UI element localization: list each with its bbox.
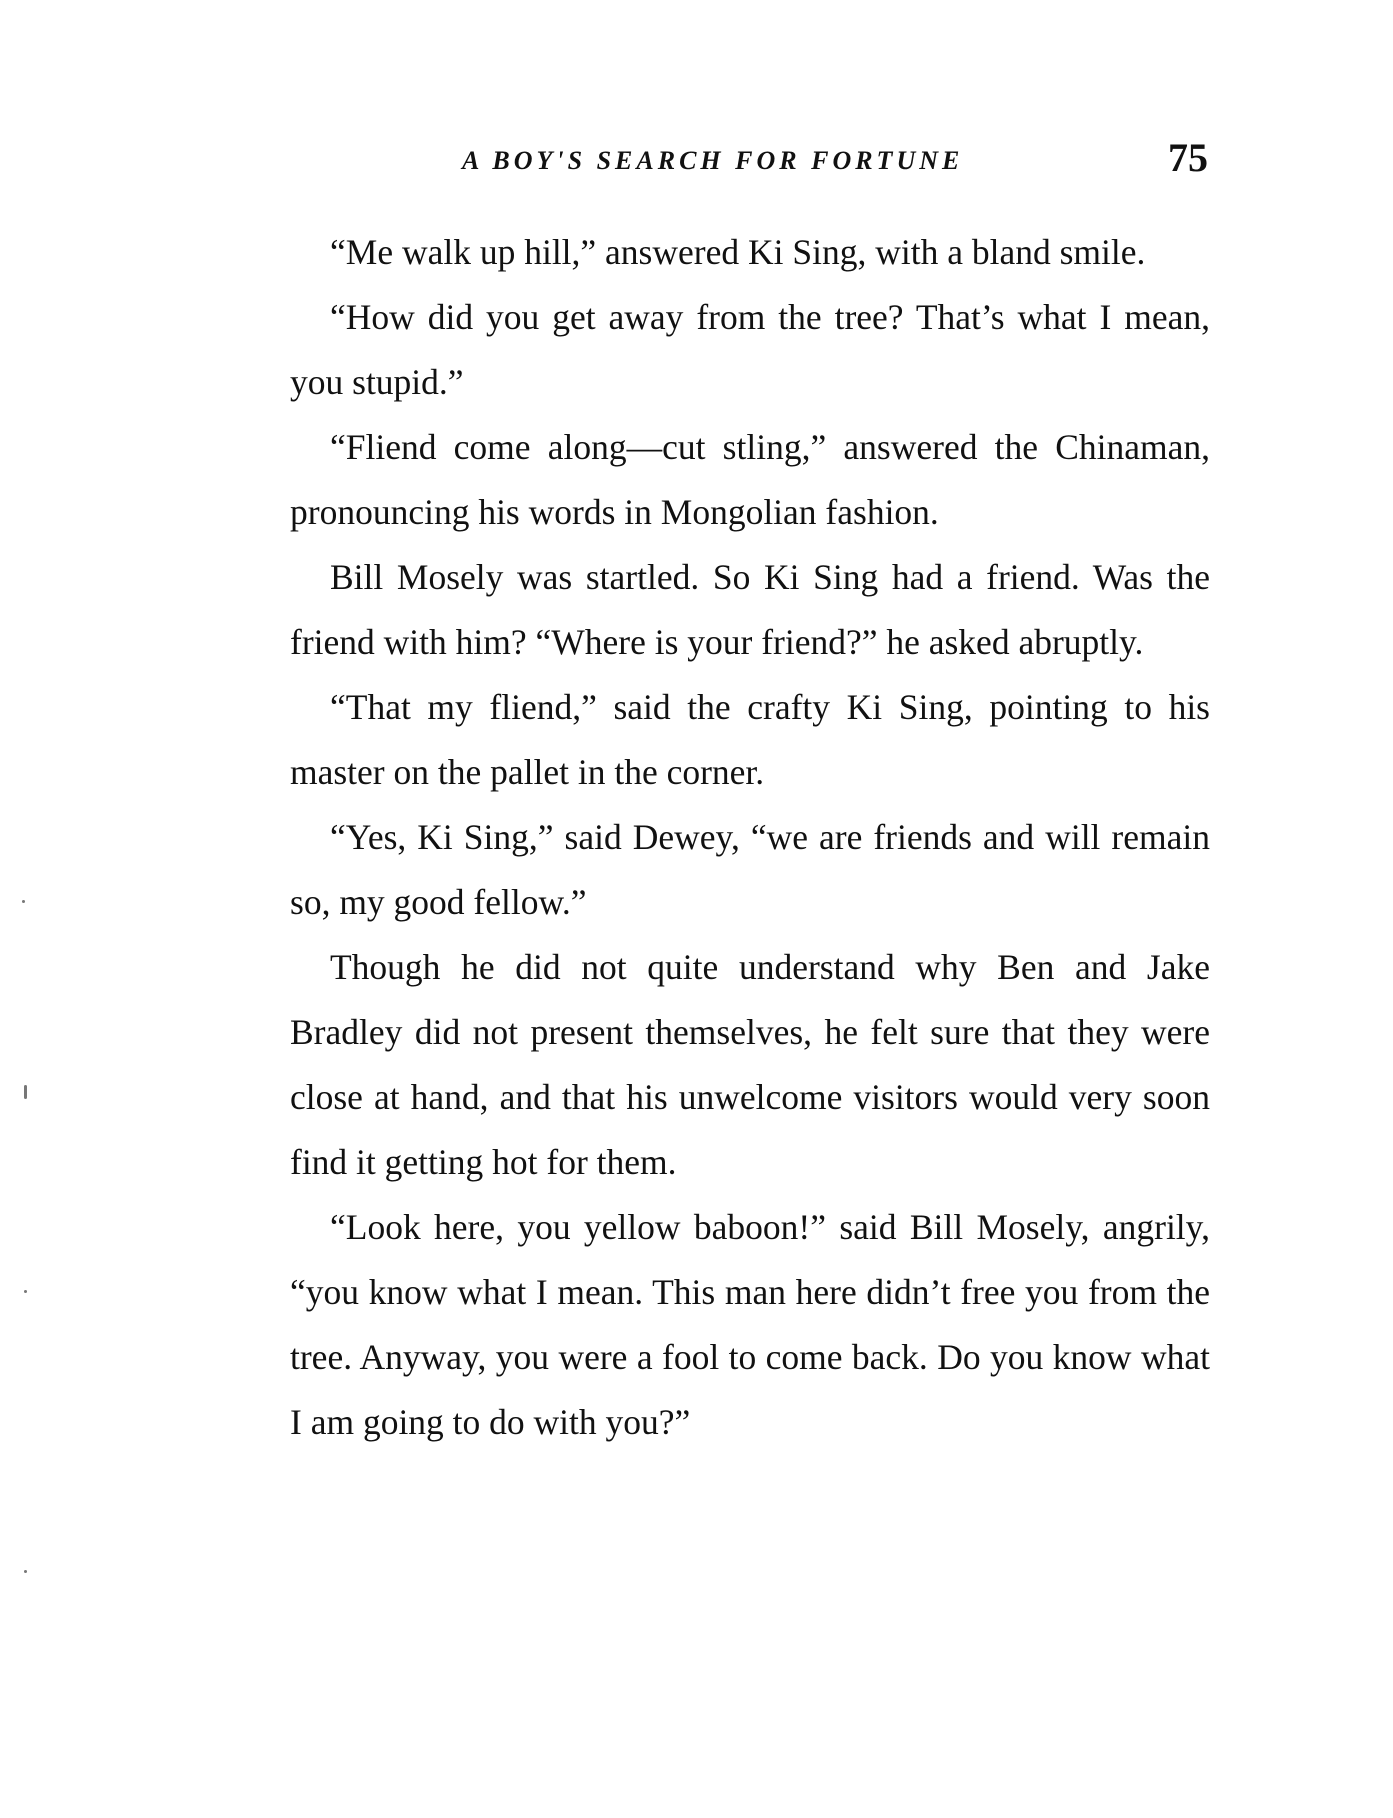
paragraph: Bill Mosely was startled. So Ki Sing had a friend. Was the friend with him? “Where is your friend?” he asked abruptly. bbox=[290, 557, 1210, 662]
paragraph: “Fliend come along—cut stling,” answered the Chinaman, pronouncing his words in Mongolian fashion. bbox=[290, 427, 1210, 532]
paragraph: “Me walk up hill,” answered Ki Sing, with a bland smile. bbox=[330, 232, 1146, 272]
paragraph: “How did you get away from the tree? That’s what I mean, you stupid.” bbox=[290, 297, 1210, 402]
paragraph: Though he did not quite understand why Ben and Jake Bradley did not present themselves, he felt sure that they were close at hand, and that his unwelcome visitors would very soon find it getting hot for them. bbox=[290, 947, 1210, 1182]
running-title: A BOY'S SEARCH FOR FORTUNE bbox=[462, 146, 964, 175]
running-head bbox=[0, 132, 1393, 192]
page-number: 75 bbox=[1168, 135, 1208, 180]
scan-speck bbox=[24, 1570, 27, 1573]
paragraph: “Look here, you yellow baboon!” said Bill Mosely, angrily, “you know what I mean. This man here didn’t free you from the tree. Anyway, you were a fool to come back. Do you know what I am going to do with you?” bbox=[290, 1207, 1210, 1442]
body-text bbox=[290, 220, 1210, 1455]
scan-speck bbox=[24, 1085, 27, 1099]
scan-speck bbox=[24, 1290, 27, 1293]
scan-speck bbox=[22, 900, 25, 903]
paragraph: “That my fliend,” said the crafty Ki Sing, pointing to his master on the pallet in the corner. bbox=[290, 687, 1210, 792]
paragraph: “Yes, Ki Sing,” said Dewey, “we are friends and will remain so, my good fellow.” bbox=[290, 817, 1210, 922]
